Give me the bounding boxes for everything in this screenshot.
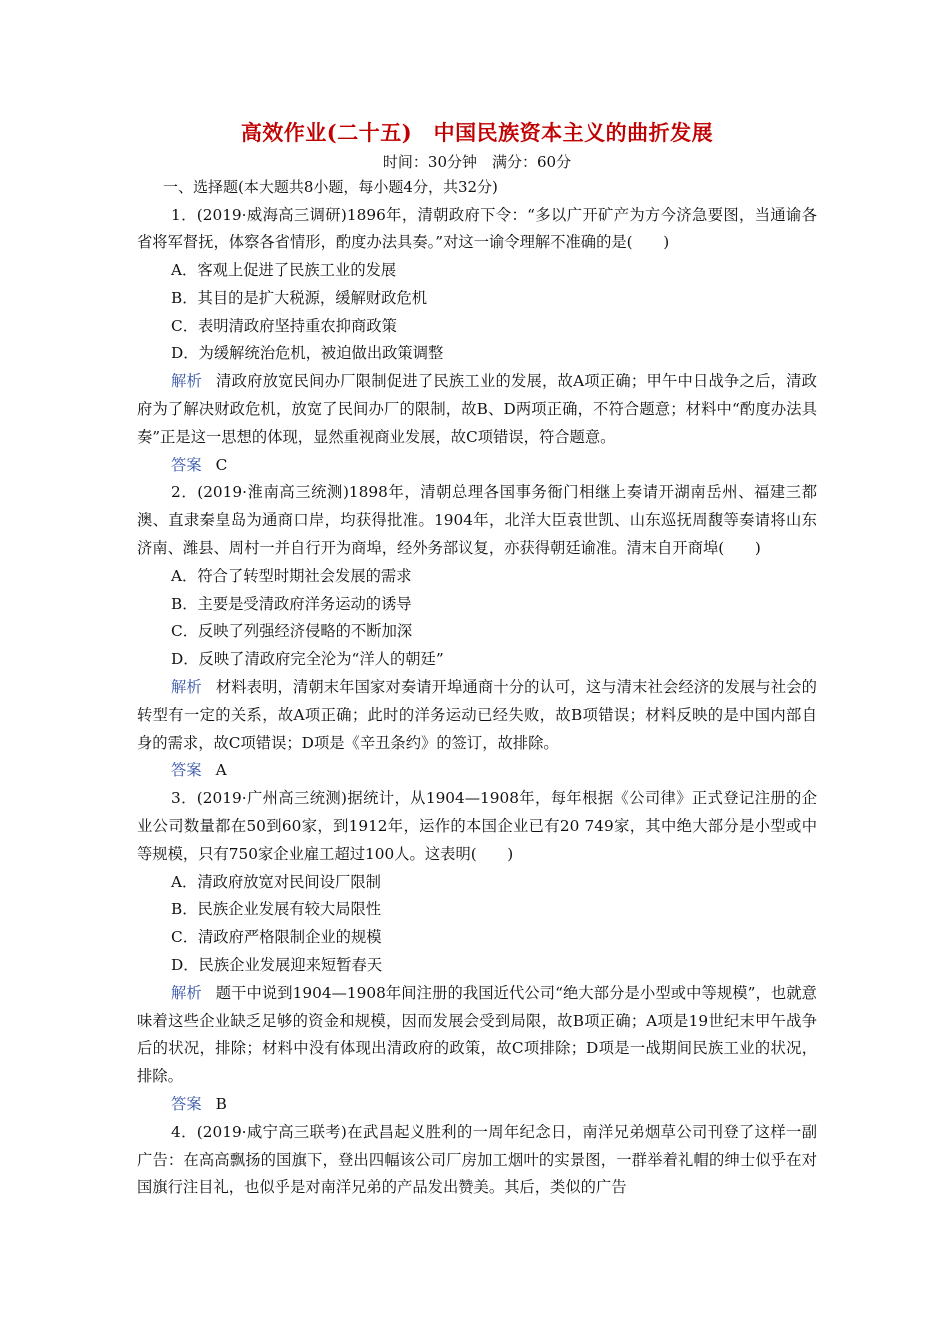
option-b: B．主要是受清政府洋务运动的诱导 [171,594,412,613]
question-4 [137,1119,817,1202]
question-2 [137,479,817,785]
answer-value: C [215,455,228,474]
document-page [137,118,817,1202]
option-d: D．反映了清政府完全沦为“洋人的朝廷” [171,650,444,669]
analysis [137,980,817,1091]
analysis-text: 题干中说到1904—1908年间注册的我国近代公司“绝大部分是小型或中等规模”，也就意味着这些企业缺乏足够的资金和规模，因而发展会受到局限，故B项正确；A项是19世纪末甲午战争后的状况，排除；材料中没有体现出清政府的政策，故C项排除；D项是一战期间民族工业的状况，排除。 [137,983,817,1086]
answer [171,452,817,480]
question-3 [137,785,817,1119]
answer-value: B [215,1095,227,1113]
option-a: A．清政府放宽对民间设厂限制 [171,872,381,891]
question-stem: 2．(2019·淮南高三统测)1898年，清朝总理各国事务衙门相继上奏请开湖南岳州、福建三都澳、直隶秦皇岛为通商口岸，均获得批准。1904年，北洋大臣袁世凯、山东巡抚周馥等奏请将山东济南、潍县、周村一并自行开为商埠，经外务部议复，亦获得朝廷谕准。清末自开商埠( ) [137,483,817,558]
answer [171,757,817,785]
analysis-label: 解析 [171,983,202,1002]
answer-label: 答案 [171,1095,202,1113]
answer [171,1091,817,1119]
answer-value: A [215,761,227,780]
question-stem: 1．(2019·威海高三调研)1896年，清朝政府下令：“多以广开矿产为方今济急要图，当通谕各省将军督抚，体察各省情形，酌度办法具奏。”对这一谕令理解不准确的是( ) [137,205,817,252]
option-b: B．其目的是扩大税源，缓解财政危机 [171,288,427,307]
option-a: A．符合了转型时期社会发展的需求 [171,566,412,585]
analysis [137,674,817,757]
option-c: C．表明清政府坚持重农抑商政策 [171,316,397,335]
option-a: A．客观上促进了民族工业的发展 [171,261,397,280]
analysis-label: 解析 [171,372,203,391]
answer-label: 答案 [171,761,202,780]
answer-label: 答案 [171,455,202,474]
page-title: 高效作业(二十五) 中国民族资本主义的曲折发展 [240,120,714,145]
option-d: D．民族企业发展迎来短暂春天 [171,956,383,975]
section-heading: 一、选择题(本大题共8小题，每小题4分，共32分) [163,178,498,196]
analysis-text: 清政府放宽民间办厂限制促进了民族工业的发展，故A项正确；甲午中日战争之后，清政府为了解决财政危机，放宽了民间办厂的限制，故B、D两项正确，不符合题意；材料中“酌度办法具奏”正是这一思想的体现，显然重视商业发展，故C项错误，符合题意。 [137,372,817,446]
exam-meta: 时间：30分钟 满分：60分 [382,153,572,171]
question-stem: 3．(2019·广州高三统测)据统计，从1904—1908年，每年根据《公司律》正式登记注册的企业公司数量都在50到60家，到1912年，运作的本国企业已有20 749家，其中绝大部分是小型或中等规模，只有750家企业雇工超过100人。这表明( ) [137,789,817,863]
option-b: B．民族企业发展有较大局限性 [171,900,382,919]
analysis-text: 材料表明，清朝末年国家对奏请开埠通商十分的认可，这与清末社会经济的发展与社会的转型有一定的关系，故A项正确；此时的洋务运动已经失败，故B项错误；材料反映的是中国内部自身的需求，故C项错误；D项是《辛丑条约》的签订，故排除。 [137,678,817,752]
analysis [137,368,817,451]
option-d: D．为缓解统治危机，被迫做出政策调整 [171,344,444,363]
analysis-label: 解析 [171,678,202,697]
option-c: C．清政府严格限制企业的规模 [171,928,382,947]
question-stem: 4．(2019·咸宁高三联考)在武昌起义胜利的一周年纪念日，南洋兄弟烟草公司刊登了这样一副广告：在高高飘扬的国旗下，登出四幅该公司厂房加工烟叶的实景图，一群举着礼帽的绅士似乎在对国旗行注目礼，也似乎是对南洋兄弟的产品发出赞美。其后，类似的广告 [137,1122,817,1197]
question-1 [137,202,817,480]
option-c: C．反映了列强经济侵略的不断加深 [171,622,413,641]
